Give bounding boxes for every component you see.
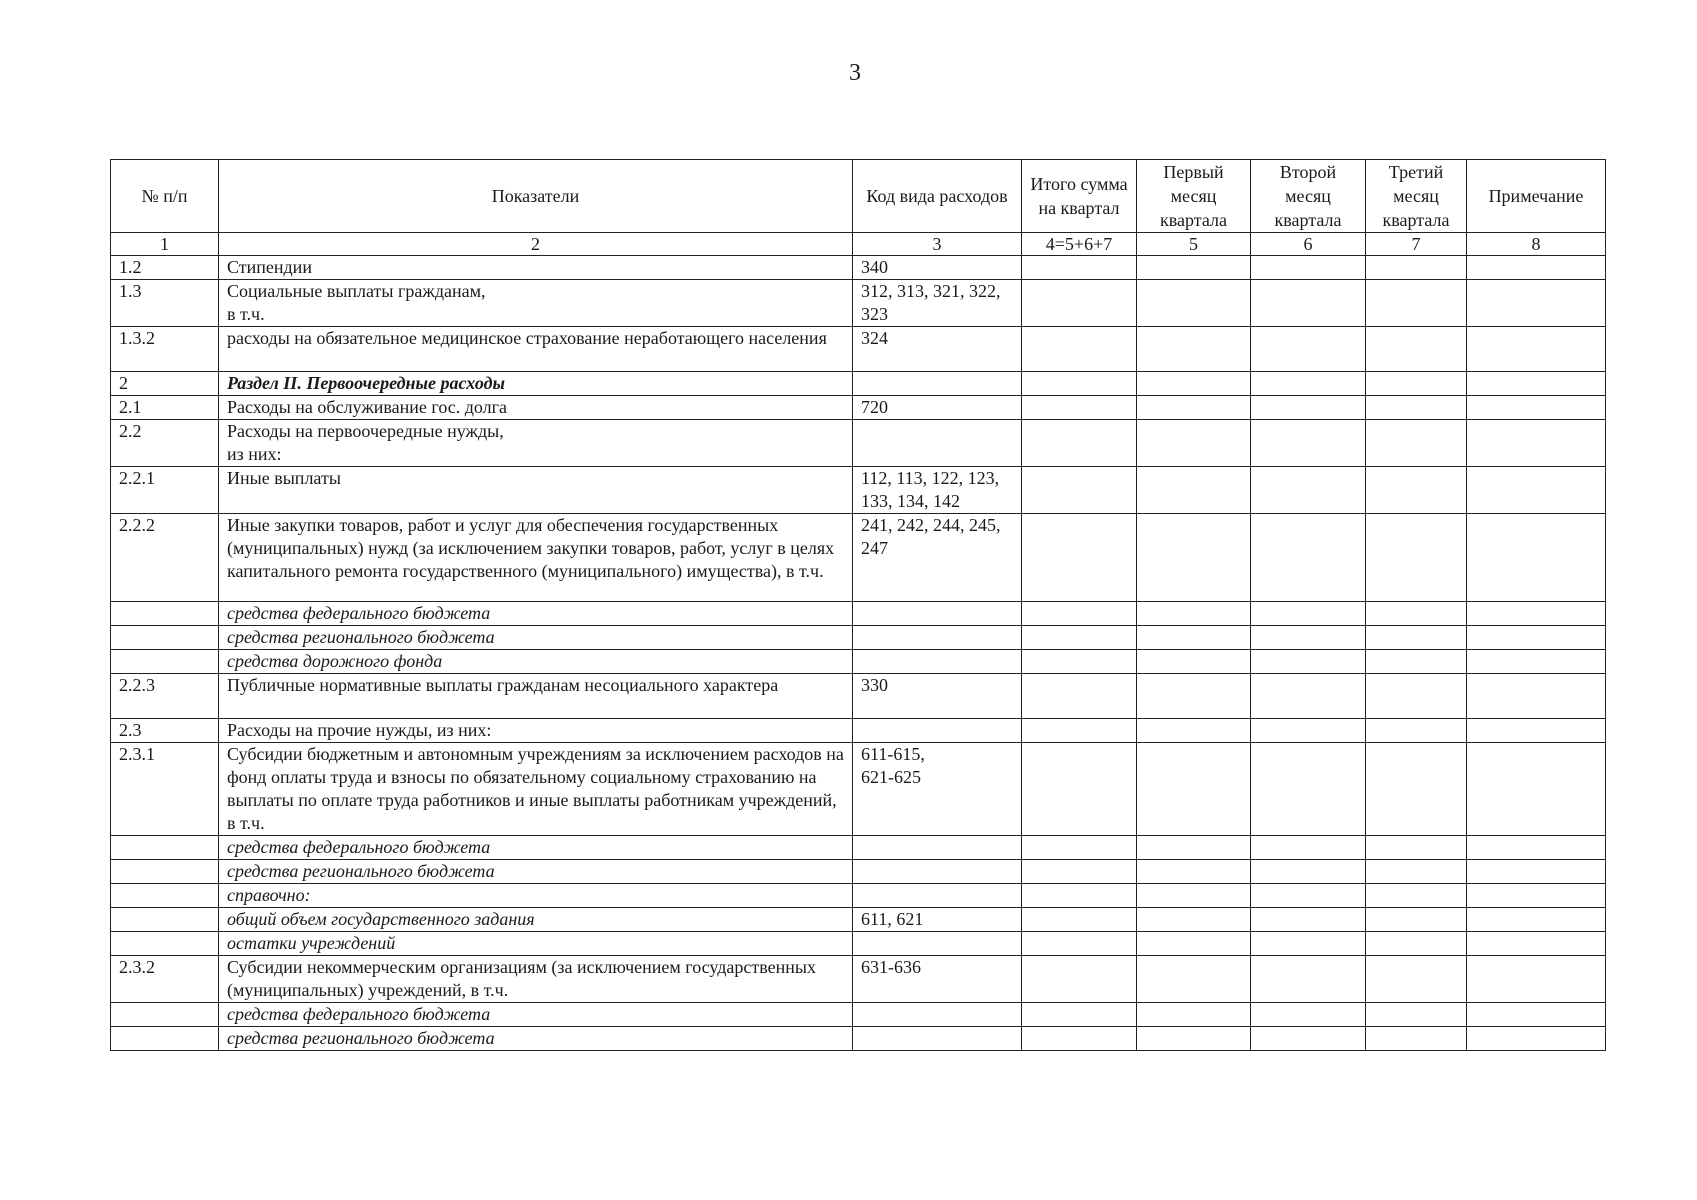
table-row bbox=[111, 719, 1606, 743]
row-second-month bbox=[1251, 908, 1366, 932]
table-row bbox=[111, 1003, 1606, 1027]
row-quarter-total bbox=[1022, 626, 1137, 650]
row-note bbox=[1467, 674, 1606, 719]
table-row bbox=[111, 420, 1606, 467]
row-note bbox=[1467, 396, 1606, 420]
row-number: 2.3.1 bbox=[111, 743, 219, 836]
row-expense-code bbox=[853, 1027, 1022, 1051]
row-expense-code: 330 bbox=[853, 674, 1022, 719]
row-third-month bbox=[1366, 280, 1467, 327]
table-row bbox=[111, 280, 1606, 327]
row-first-month bbox=[1137, 396, 1251, 420]
column-number: 3 bbox=[853, 233, 1022, 256]
row-indicator: Субсидии бюджетным и автономным учреждениям за исключением расходов на фонд оплаты труда и взносы по обязательному социальному страхованию на выплаты по оплате труда работников и иные выплаты работникам учреждений, в т.ч. bbox=[219, 743, 853, 836]
row-quarter-total bbox=[1022, 1027, 1137, 1051]
row-second-month bbox=[1251, 420, 1366, 467]
row-number: 2.2.3 bbox=[111, 674, 219, 719]
row-third-month bbox=[1366, 1027, 1467, 1051]
row-number: 2.2.2 bbox=[111, 514, 219, 602]
row-note bbox=[1467, 743, 1606, 836]
row-number bbox=[111, 860, 219, 884]
row-expense-code bbox=[853, 719, 1022, 743]
row-expense-code: 340 bbox=[853, 256, 1022, 280]
column-number: 4=5+6+7 bbox=[1022, 233, 1137, 256]
row-first-month bbox=[1137, 743, 1251, 836]
row-first-month bbox=[1137, 932, 1251, 956]
table-row bbox=[111, 396, 1606, 420]
row-quarter-total bbox=[1022, 719, 1137, 743]
table-row bbox=[111, 650, 1606, 674]
table-row bbox=[111, 674, 1606, 719]
row-quarter-total bbox=[1022, 836, 1137, 860]
table-row bbox=[111, 908, 1606, 932]
expenditure-table bbox=[110, 159, 1606, 1051]
row-first-month bbox=[1137, 908, 1251, 932]
row-quarter-total bbox=[1022, 256, 1137, 280]
row-second-month bbox=[1251, 256, 1366, 280]
row-third-month bbox=[1366, 884, 1467, 908]
row-quarter-total bbox=[1022, 650, 1137, 674]
row-first-month bbox=[1137, 836, 1251, 860]
row-number bbox=[111, 908, 219, 932]
row-second-month bbox=[1251, 626, 1366, 650]
table-row bbox=[111, 932, 1606, 956]
row-third-month bbox=[1366, 836, 1467, 860]
column-number: 5 bbox=[1137, 233, 1251, 256]
row-third-month bbox=[1366, 1003, 1467, 1027]
row-third-month bbox=[1366, 467, 1467, 514]
row-quarter-total bbox=[1022, 956, 1137, 1003]
row-third-month bbox=[1366, 602, 1467, 626]
row-first-month bbox=[1137, 467, 1251, 514]
row-quarter-total bbox=[1022, 467, 1137, 514]
row-note bbox=[1467, 932, 1606, 956]
header-cell-second-month: Второй месяц квартала bbox=[1251, 160, 1366, 233]
row-expense-code bbox=[853, 420, 1022, 467]
row-quarter-total bbox=[1022, 327, 1137, 372]
page-number: 3 bbox=[849, 60, 861, 86]
row-first-month bbox=[1137, 327, 1251, 372]
row-third-month bbox=[1366, 327, 1467, 372]
row-third-month bbox=[1366, 514, 1467, 602]
row-note bbox=[1467, 280, 1606, 327]
row-quarter-total bbox=[1022, 396, 1137, 420]
row-note bbox=[1467, 372, 1606, 396]
row-number: 2.2.1 bbox=[111, 467, 219, 514]
table-row bbox=[111, 1027, 1606, 1051]
row-expense-code bbox=[853, 884, 1022, 908]
row-note bbox=[1467, 1003, 1606, 1027]
row-indicator: Стипендии bbox=[219, 256, 853, 280]
column-number: 2 bbox=[219, 233, 853, 256]
table-row bbox=[111, 884, 1606, 908]
row-quarter-total bbox=[1022, 932, 1137, 956]
row-indicator: средства федерального бюджета bbox=[219, 1003, 853, 1027]
row-second-month bbox=[1251, 836, 1366, 860]
table-row bbox=[111, 836, 1606, 860]
row-first-month bbox=[1137, 956, 1251, 1003]
row-note bbox=[1467, 836, 1606, 860]
header-cell-expense-code: Код вида расходов bbox=[853, 160, 1022, 233]
row-number: 1.3 bbox=[111, 280, 219, 327]
row-second-month bbox=[1251, 602, 1366, 626]
row-third-month bbox=[1366, 719, 1467, 743]
row-indicator: Публичные нормативные выплаты гражданам несоциального характера bbox=[219, 674, 853, 719]
row-first-month bbox=[1137, 650, 1251, 674]
row-number bbox=[111, 932, 219, 956]
row-number: 2.3 bbox=[111, 719, 219, 743]
row-expense-code bbox=[853, 932, 1022, 956]
header-cell-number: № п/п bbox=[111, 160, 219, 233]
row-indicator: Иные выплаты bbox=[219, 467, 853, 514]
row-second-month bbox=[1251, 932, 1366, 956]
row-indicator: справочно: bbox=[219, 884, 853, 908]
row-number bbox=[111, 836, 219, 860]
row-expense-code bbox=[853, 650, 1022, 674]
row-indicator: остатки учреждений bbox=[219, 932, 853, 956]
header-cell-third-month: Третий месяц квартала bbox=[1366, 160, 1467, 233]
row-indicator: расходы на обязательное медицинское страхование неработающего населения bbox=[219, 327, 853, 372]
table-row bbox=[111, 956, 1606, 1003]
row-quarter-total bbox=[1022, 884, 1137, 908]
row-first-month bbox=[1137, 420, 1251, 467]
row-expense-code: 631-636 bbox=[853, 956, 1022, 1003]
row-note bbox=[1467, 420, 1606, 467]
row-indicator: Раздел II. Первоочередные расходы bbox=[219, 372, 853, 396]
row-third-month bbox=[1366, 932, 1467, 956]
table-row bbox=[111, 626, 1606, 650]
row-number bbox=[111, 1003, 219, 1027]
row-indicator: Социальные выплаты гражданам, в т.ч. bbox=[219, 280, 853, 327]
table-row bbox=[111, 327, 1606, 372]
header-cell-indicator: Показатели bbox=[219, 160, 853, 233]
row-second-month bbox=[1251, 396, 1366, 420]
table-body bbox=[111, 256, 1606, 1051]
row-quarter-total bbox=[1022, 860, 1137, 884]
row-note bbox=[1467, 626, 1606, 650]
header-cell-quarter-total: Итого сумма на квартал bbox=[1022, 160, 1137, 233]
row-quarter-total bbox=[1022, 280, 1137, 327]
row-third-month bbox=[1366, 396, 1467, 420]
column-numbers-row bbox=[111, 233, 1606, 256]
row-note bbox=[1467, 1027, 1606, 1051]
row-first-month bbox=[1137, 1003, 1251, 1027]
row-third-month bbox=[1366, 420, 1467, 467]
row-number: 2.3.2 bbox=[111, 956, 219, 1003]
row-first-month bbox=[1137, 884, 1251, 908]
row-indicator: Субсидии некоммерческим организациям (за исключением государственных (муниципальных) учреждений, в т.ч. bbox=[219, 956, 853, 1003]
row-number bbox=[111, 650, 219, 674]
row-third-month bbox=[1366, 650, 1467, 674]
header-row bbox=[111, 160, 1606, 233]
row-quarter-total bbox=[1022, 1003, 1137, 1027]
table-row bbox=[111, 743, 1606, 836]
row-note bbox=[1467, 514, 1606, 602]
row-second-month bbox=[1251, 467, 1366, 514]
column-number: 1 bbox=[111, 233, 219, 256]
row-first-month bbox=[1137, 674, 1251, 719]
row-note bbox=[1467, 860, 1606, 884]
row-third-month bbox=[1366, 908, 1467, 932]
row-note bbox=[1467, 327, 1606, 372]
row-quarter-total bbox=[1022, 420, 1137, 467]
row-third-month bbox=[1366, 626, 1467, 650]
row-number bbox=[111, 602, 219, 626]
row-number: 1.2 bbox=[111, 256, 219, 280]
row-first-month bbox=[1137, 256, 1251, 280]
row-quarter-total bbox=[1022, 674, 1137, 719]
row-number: 2.2 bbox=[111, 420, 219, 467]
row-number bbox=[111, 884, 219, 908]
table-row bbox=[111, 467, 1606, 514]
table-row bbox=[111, 602, 1606, 626]
row-second-month bbox=[1251, 1027, 1366, 1051]
row-expense-code bbox=[853, 372, 1022, 396]
row-expense-code: 112, 113, 122, 123, 133, 134, 142 bbox=[853, 467, 1022, 514]
row-second-month bbox=[1251, 280, 1366, 327]
row-quarter-total bbox=[1022, 743, 1137, 836]
row-note bbox=[1467, 884, 1606, 908]
table-row bbox=[111, 372, 1606, 396]
row-indicator: средства федерального бюджета bbox=[219, 602, 853, 626]
row-second-month bbox=[1251, 884, 1366, 908]
row-first-month bbox=[1137, 602, 1251, 626]
column-number: 6 bbox=[1251, 233, 1366, 256]
row-third-month bbox=[1366, 256, 1467, 280]
row-number bbox=[111, 1027, 219, 1051]
row-note bbox=[1467, 719, 1606, 743]
row-expense-code bbox=[853, 626, 1022, 650]
row-second-month bbox=[1251, 956, 1366, 1003]
row-quarter-total bbox=[1022, 908, 1137, 932]
row-first-month bbox=[1137, 719, 1251, 743]
row-first-month bbox=[1137, 1027, 1251, 1051]
row-expense-code: 312, 313, 321, 322, 323 bbox=[853, 280, 1022, 327]
row-third-month bbox=[1366, 743, 1467, 836]
row-expense-code: 611-615, 621-625 bbox=[853, 743, 1022, 836]
row-second-month bbox=[1251, 372, 1366, 396]
row-expense-code bbox=[853, 602, 1022, 626]
row-first-month bbox=[1137, 514, 1251, 602]
row-first-month bbox=[1137, 372, 1251, 396]
row-second-month bbox=[1251, 674, 1366, 719]
row-first-month bbox=[1137, 860, 1251, 884]
row-indicator: Иные закупки товаров, работ и услуг для обеспечения государственных (муниципальных) нужд (за исключением закупки товаров, работ, услуг в целях капитального ремонта государственного (муниципального) имущества), в т.ч. bbox=[219, 514, 853, 602]
row-indicator: средства регионального бюджета bbox=[219, 860, 853, 884]
row-quarter-total bbox=[1022, 372, 1137, 396]
row-indicator: средства регионального бюджета bbox=[219, 626, 853, 650]
row-second-month bbox=[1251, 743, 1366, 836]
row-indicator: средства федерального бюджета bbox=[219, 836, 853, 860]
row-number: 2.1 bbox=[111, 396, 219, 420]
row-indicator: общий объем государственного задания bbox=[219, 908, 853, 932]
row-expense-code: 611, 621 bbox=[853, 908, 1022, 932]
row-expense-code bbox=[853, 836, 1022, 860]
row-expense-code: 720 bbox=[853, 396, 1022, 420]
row-indicator: Расходы на прочие нужды, из них: bbox=[219, 719, 853, 743]
row-third-month bbox=[1366, 860, 1467, 884]
row-expense-code bbox=[853, 1003, 1022, 1027]
row-second-month bbox=[1251, 860, 1366, 884]
row-indicator: Расходы на первоочередные нужды, из них: bbox=[219, 420, 853, 467]
column-number: 8 bbox=[1467, 233, 1606, 256]
row-note bbox=[1467, 467, 1606, 514]
row-second-month bbox=[1251, 650, 1366, 674]
row-note bbox=[1467, 602, 1606, 626]
row-note bbox=[1467, 908, 1606, 932]
row-note bbox=[1467, 256, 1606, 280]
table-row bbox=[111, 256, 1606, 280]
row-number: 1.3.2 bbox=[111, 327, 219, 372]
row-second-month bbox=[1251, 719, 1366, 743]
row-second-month bbox=[1251, 1003, 1366, 1027]
row-expense-code: 324 bbox=[853, 327, 1022, 372]
row-third-month bbox=[1366, 674, 1467, 719]
column-number: 7 bbox=[1366, 233, 1467, 256]
row-quarter-total bbox=[1022, 514, 1137, 602]
row-indicator: средства регионального бюджета bbox=[219, 1027, 853, 1051]
row-expense-code bbox=[853, 860, 1022, 884]
header-cell-note: Примечание bbox=[1467, 160, 1606, 233]
row-third-month bbox=[1366, 956, 1467, 1003]
table-row bbox=[111, 514, 1606, 602]
row-second-month bbox=[1251, 327, 1366, 372]
row-note bbox=[1467, 956, 1606, 1003]
row-first-month bbox=[1137, 626, 1251, 650]
row-number: 2 bbox=[111, 372, 219, 396]
table-row bbox=[111, 860, 1606, 884]
row-expense-code: 241, 242, 244, 245, 247 bbox=[853, 514, 1022, 602]
row-note bbox=[1467, 650, 1606, 674]
row-quarter-total bbox=[1022, 602, 1137, 626]
row-first-month bbox=[1137, 280, 1251, 327]
row-second-month bbox=[1251, 514, 1366, 602]
row-third-month bbox=[1366, 372, 1467, 396]
row-indicator: Расходы на обслуживание гос. долга bbox=[219, 396, 853, 420]
header-cell-first-month: Первый месяц квартала bbox=[1137, 160, 1251, 233]
row-indicator: средства дорожного фонда bbox=[219, 650, 853, 674]
row-number bbox=[111, 626, 219, 650]
